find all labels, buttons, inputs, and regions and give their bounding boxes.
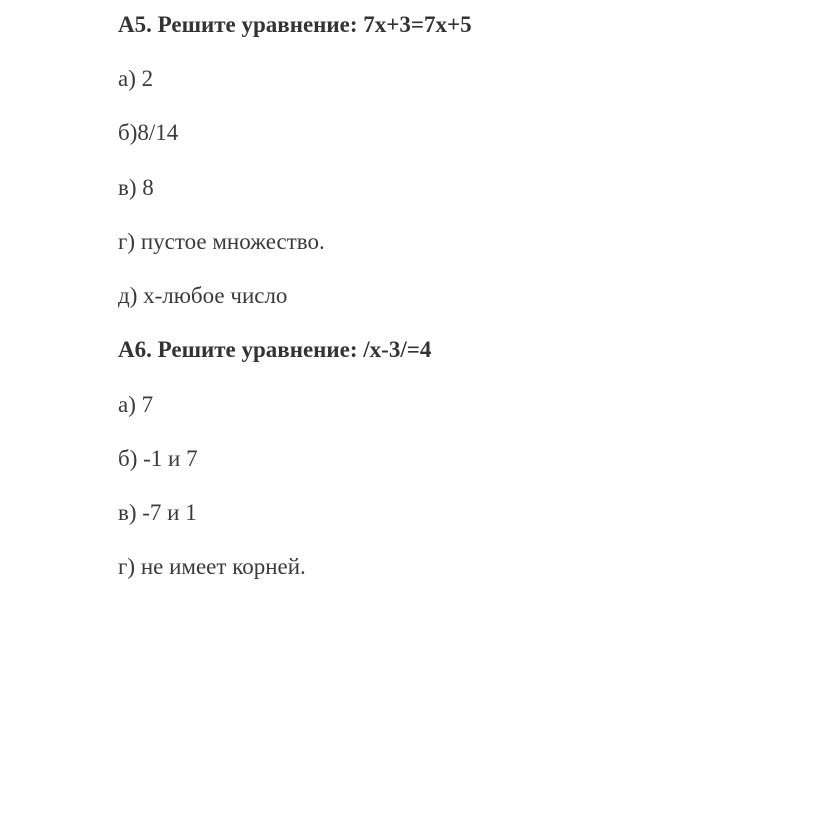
question-a6-option-b: б) -1 и 7 — [118, 446, 198, 471]
question-a5-title: А5. Решите уравнение: 7х+3=7х+5 — [118, 12, 472, 37]
question-a6-option-a: а) 7 — [118, 392, 154, 417]
question-a5-option-d: д) х-любое число — [118, 283, 288, 308]
question-a5-option-v: в) 8 — [118, 175, 154, 200]
question-a6-option-v: в) -7 и 1 — [118, 500, 197, 525]
question-a6-option-g: г) не имеет корней. — [118, 554, 306, 579]
question-a6-title: А6. Решите уравнение: /х-3/=4 — [118, 337, 432, 362]
question-a5-option-a: а) 2 — [118, 66, 154, 91]
question-a5-option-b: б)8/14 — [118, 120, 179, 145]
question-a5-option-g: г) пустое множество. — [118, 229, 325, 254]
